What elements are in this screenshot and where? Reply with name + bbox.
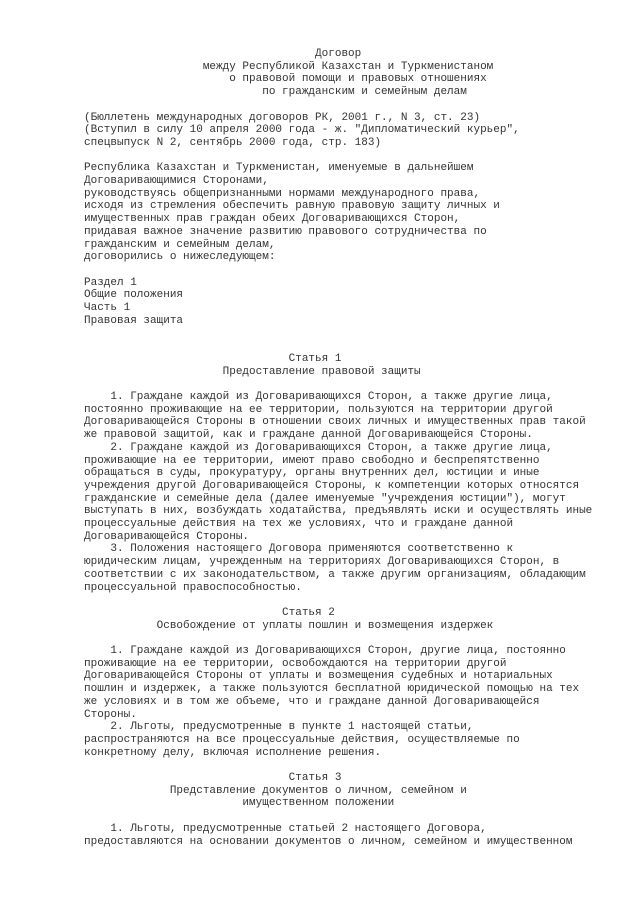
document-line: проживающие на ее территории, имеют право свободно и беспрепятственно	[84, 454, 540, 467]
document-line	[84, 632, 624, 645]
document-line: выступать в них, возбуждать ходатайства, предъявлять иски и осуществлять иные	[84, 505, 593, 518]
document-line	[84, 810, 624, 823]
document-line: же условиях и в том же объеме, что и граждане данной Договаривающейся	[84, 695, 540, 708]
document-line: 1. Граждане каждой из Договаривающихся Сторон, другие лица, постоянно	[84, 645, 566, 658]
document-line: имущественных прав граждан обеих Договаривающихся Сторон,	[84, 213, 461, 226]
document-line: конкретному делу, включая исполнение решения.	[84, 746, 382, 759]
document-line: же правовой защитой, как и граждане данной Договаривающейся Стороны.	[84, 429, 533, 442]
document-line: руководствуясь общепризнанными нормами международного права,	[84, 187, 481, 200]
document-line: процессуальной правоспособностью.	[84, 581, 302, 594]
document-line: Статья 2	[84, 606, 335, 619]
document-line	[84, 378, 624, 391]
document-line: Предоставление правовой защиты	[84, 365, 421, 378]
document-line: по гражданским и семейным делам	[84, 86, 467, 99]
document-line: процессуальные действия на тех же условиях, что и граждане данной	[84, 518, 514, 531]
document-line: предоставляются на основании документов о личном, семейном и имущественном	[84, 835, 573, 848]
document-line: Статья 1	[84, 352, 342, 365]
document-line: 2. Льготы, предусмотренные в пункте 1 настоящей статьи,	[84, 721, 474, 734]
document-line: Статья 3	[84, 772, 342, 785]
document-line	[84, 759, 624, 772]
document-line: проживающие на ее территории, освобождаются на территории другой	[84, 657, 507, 670]
document-line	[84, 150, 624, 163]
document-line: соответствии с их законодательством, а также другим организациям, обладающим	[84, 568, 586, 581]
document-line: (Вступил в силу 10 апреля 2000 года - ж. "Дипломатический курьер",	[84, 124, 520, 137]
document-line: Договаривающейся Стороны в отношении своих личных и имущественных прав такой	[84, 416, 586, 429]
document-line: имущественном положении	[84, 797, 395, 810]
document-line: постоянно проживающие на ее территории, пользуются на территории другой	[84, 403, 553, 416]
document-line: Общие положения	[84, 289, 184, 302]
document-line: исходя из стремления обеспечить равную правовую защиту личных и	[84, 200, 500, 213]
document-line	[84, 327, 624, 340]
document-line	[84, 594, 624, 607]
document-line: Освобождение от уплаты пошлин и возмещения издержек	[84, 619, 494, 632]
document-line: Часть 1	[84, 302, 131, 315]
document-text	[84, 48, 624, 848]
document-line: распространяются на все процессуальные действия, осуществляемые по	[84, 733, 520, 746]
document-line: Договор	[84, 48, 362, 60]
document-line: пошлин и издержек, а также пользуются бесплатной юридической помощью на тех	[84, 683, 580, 696]
document-line: обращаться в суды, прокуратуру, органы внутренних дел, юстиции и иные	[84, 467, 540, 480]
document-line: Раздел 1	[84, 276, 137, 289]
document-line	[84, 99, 624, 112]
document-line: (Бюллетень международных договоров РК, 2001 г., N 3, ст. 23)	[84, 111, 481, 124]
document-line	[84, 340, 624, 353]
document-line: Договаривающейся Стороны.	[84, 530, 250, 543]
document-line: Договаривающейся Стороны от уплаты и возмещения судебных и нотариальных	[84, 670, 553, 683]
document-line: между Республикой Казахстан и Туркменистаном	[84, 60, 494, 73]
document-line: гражданские и семейные дела (далее именуемые "учреждения юстиции"), могут	[84, 492, 566, 505]
document-line: Представление документов о личном, семейном и	[84, 784, 467, 797]
document-line: 2. Граждане каждой из Договаривающихся Сторон, а также другие лица,	[84, 441, 553, 454]
document-line: придавая важное значение развитию правового сотрудничества по	[84, 225, 487, 238]
document-line: о правовой помощи и правовых отношениях	[84, 73, 487, 86]
document-line: спецвыпуск N 2, сентябрь 2000 года, стр. 183)	[84, 136, 382, 149]
document-line: юридическим лицам, учрежденным на территориях Договаривающихся Сторон, в	[84, 556, 560, 569]
document-line: Стороны.	[84, 708, 137, 721]
document-line: учреждения другой Договаривающейся Стороны, к компетенции которых относятся	[84, 479, 580, 492]
document-line	[84, 264, 624, 277]
document-line: договорились о нижеследующем:	[84, 251, 276, 264]
document-line: Правовая защита	[84, 314, 184, 327]
document-line: Договаривающимися Сторонами,	[84, 175, 269, 188]
document-line: 1. Граждане каждой из Договаривающихся Сторон, а также другие лица,	[84, 390, 553, 403]
document-line: Республика Казахстан и Туркменистан, именуемые в дальнейшем	[84, 162, 474, 175]
document-line: 1. Льготы, предусмотренные статьей 2 настоящего Договора,	[84, 822, 487, 835]
document-line: гражданским и семейным делам,	[84, 238, 276, 251]
document-line: 3. Положения настоящего Договора применяются соответственно к	[84, 543, 514, 556]
